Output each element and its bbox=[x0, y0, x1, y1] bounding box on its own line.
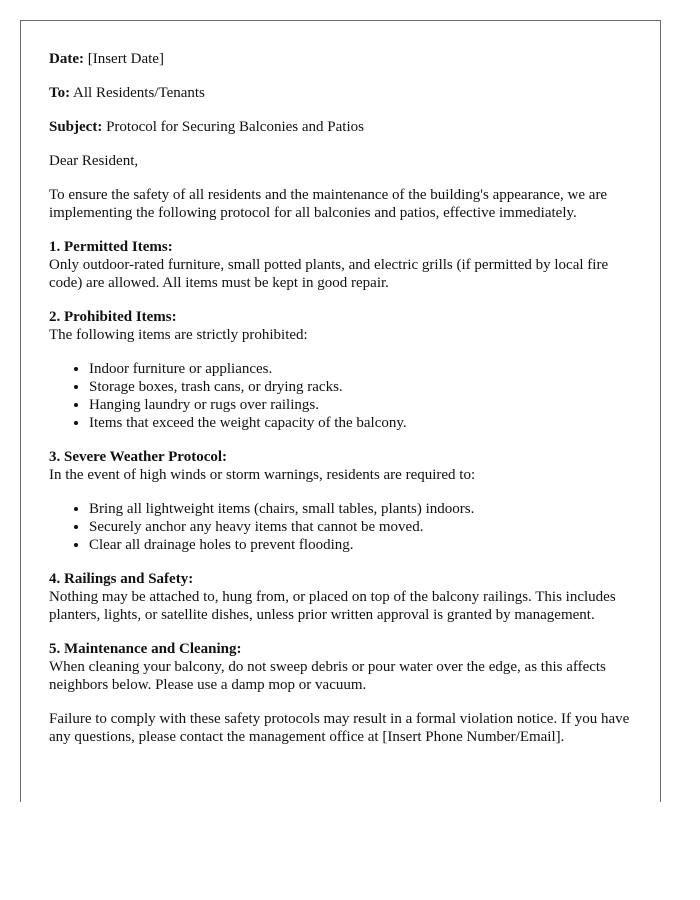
severe-weather-list bbox=[49, 500, 632, 554]
section-title: 4. Railings and Safety: bbox=[49, 571, 194, 587]
section-body: When cleaning your balcony, do not sweep debris or pour water over the edge, as this affects neighbors below. Please use a damp mop or vacuum. bbox=[49, 659, 606, 693]
section-body: The following items are strictly prohibited: bbox=[49, 327, 308, 343]
subject-line bbox=[49, 118, 632, 136]
salutation: Dear Resident, bbox=[49, 153, 139, 169]
section-maintenance-cleaning bbox=[49, 640, 632, 694]
section-body: Nothing may be attached to, hung from, or placed on top of the balcony railings. This includes planters, lights, or satellite dishes, unless prior written approval is granted by management. bbox=[49, 589, 616, 623]
to-label: To: bbox=[49, 85, 71, 101]
section-body: In the event of high winds or storm warnings, residents are required to: bbox=[49, 467, 476, 483]
prohibited-items-list bbox=[49, 360, 632, 432]
list-item: • Securely anchor any heavy items that cannot be moved. bbox=[89, 518, 632, 536]
list-item: • Bring all lightweight items (chairs, small tables, plants) indoors. bbox=[89, 500, 632, 518]
date-label: Date: bbox=[49, 51, 84, 67]
section-title: 5. Maintenance and Cleaning: bbox=[49, 641, 242, 657]
list-item: • Clear all drainage holes to prevent flooding. bbox=[89, 536, 632, 554]
to-line bbox=[49, 84, 632, 102]
closing-paragraph: Failure to comply with these safety protocols may result in a formal violation notice. If you have any questions, please contact the management office at [Insert Phone Number/Email]. bbox=[49, 711, 630, 745]
list-item: • Indoor furniture or appliances. bbox=[89, 360, 632, 378]
list-item: • Hanging laundry or rugs over railings. bbox=[89, 396, 632, 414]
intro-paragraph: To ensure the safety of all residents and the maintenance of the building's appearance, we are implementing the following protocol for all balconies and patios, effective immediately. bbox=[49, 187, 608, 221]
list-item: • Storage boxes, trash cans, or drying racks. bbox=[89, 378, 632, 396]
subject-value: Protocol for Securing Balconies and Patios bbox=[102, 119, 364, 135]
section-permitted-items bbox=[49, 238, 632, 292]
list-item: • Items that exceed the weight capacity of the balcony. bbox=[89, 414, 632, 432]
date-value: [Insert Date] bbox=[83, 51, 164, 67]
section-railings-safety bbox=[49, 570, 632, 624]
section-severe-weather bbox=[49, 448, 632, 484]
section-title: 1. Permitted Items: bbox=[49, 239, 173, 255]
subject-label: Subject: bbox=[49, 119, 103, 135]
section-prohibited-items bbox=[49, 308, 632, 344]
section-body: Only outdoor-rated furniture, small potted plants, and electric grills (if permitted by local fire code) are allowed. All items must be kept in good repair. bbox=[49, 257, 609, 291]
letter-page bbox=[20, 20, 661, 802]
date-line bbox=[49, 50, 632, 68]
section-title: 2. Prohibited Items: bbox=[49, 309, 177, 325]
section-title: 3. Severe Weather Protocol: bbox=[49, 449, 228, 465]
to-value: All Residents/Tenants bbox=[70, 85, 205, 101]
